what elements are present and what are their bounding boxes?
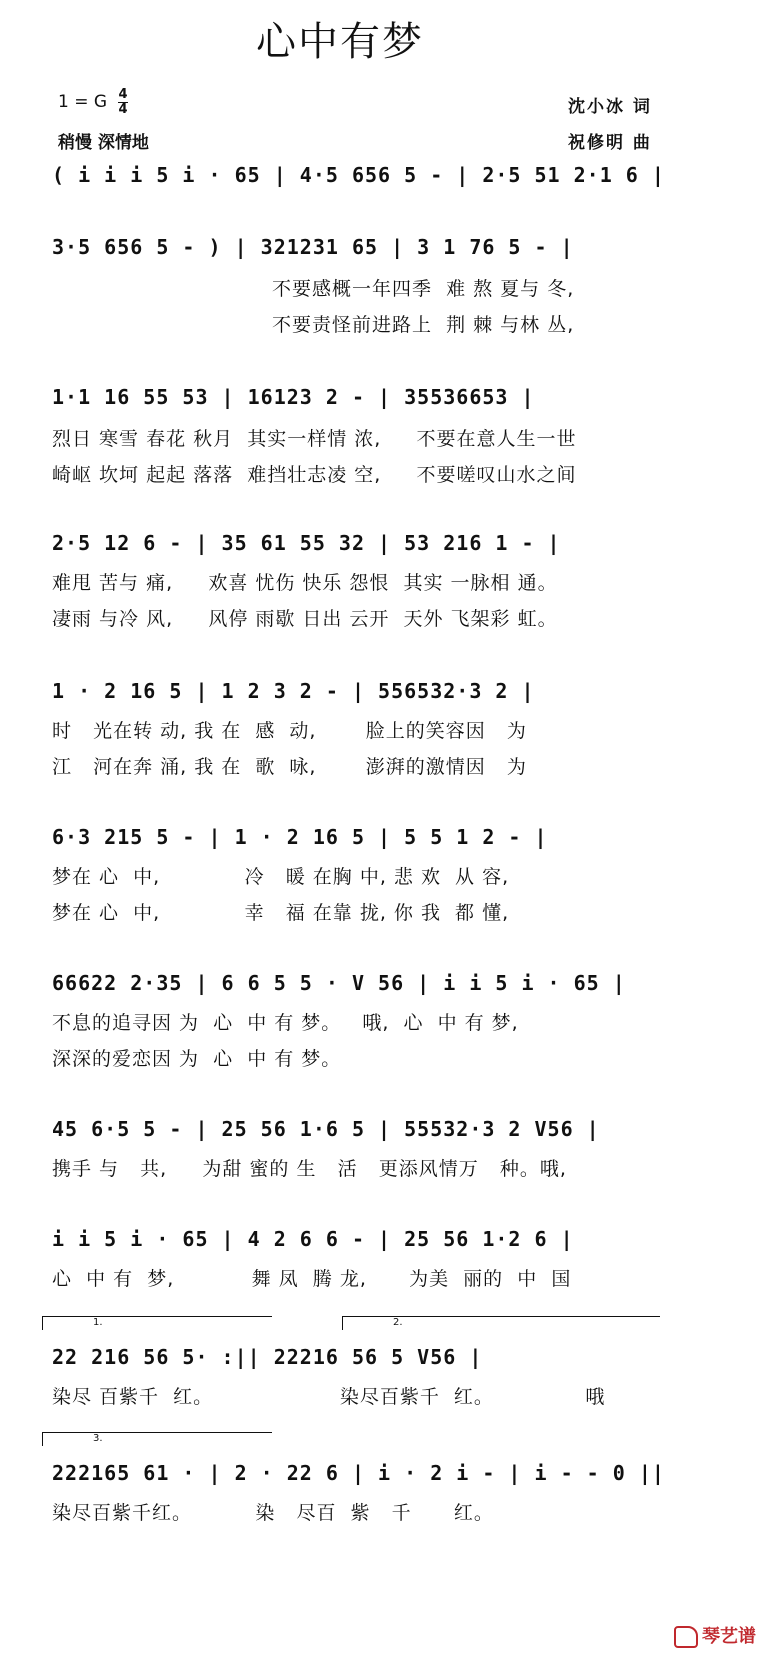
time-signature-top: 4 [118, 87, 128, 102]
notation-line: 6·3 215 5 - | 1 · 2 16 5 | 5 5 1 2 - | [52, 825, 548, 849]
lyricist-credit: 沈小冰 词 [568, 97, 652, 117]
watermark-text: 琴艺谱 [702, 1626, 756, 1647]
volta-bracket-2 [342, 1316, 660, 1330]
notation-line: 66622 2·35 | 6 6 5 5 · V 56 | i i 5 i · 65 | [52, 971, 626, 995]
song-title: 心中有梦 [256, 19, 424, 65]
lyric-verse-2: 凄雨 与冷 风, 风停 雨歇 日出 云开 天外 飞架彩 虹。 [52, 608, 558, 630]
lyric-verse-1: 难甩 苦与 痛, 欢喜 忧伤 快乐 怨恨 其实 一脉相 通。 [52, 572, 558, 594]
tempo-marking: 稍慢 深情地 [58, 133, 149, 153]
volta-label: 3. [93, 1433, 103, 1444]
volta-bracket-3 [42, 1432, 272, 1446]
lyric-verse-2: 深深的爱恋因 为 心 中 有 梦。 [52, 1048, 342, 1070]
volta-label: 2. [393, 1317, 403, 1328]
lyric-verse-1: 染尽 百紫千 红。 染尽百紫千 红。 哦 [52, 1386, 606, 1408]
notation-line: 2·5 12 6 - | 35 61 55 32 | 53 216 1 - | [52, 531, 561, 555]
time-signature-bottom: 4 [118, 102, 128, 117]
lyric-verse-1: 染尽百紫千红。 染 尽百 紫 千 红。 [52, 1502, 494, 1524]
lyric-verse-1: 梦在 心 中, 冷 暖 在胸 中, 悲 欢 从 容, [52, 866, 510, 888]
volta-label: 1. [93, 1317, 103, 1328]
lyric-verse-2: 不要责怪前进路上 荆 棘 与林 丛, [272, 314, 575, 336]
notation-line: i i 5 i · 65 | 4 2 6 6 - | 25 56 1·2 6 | [52, 1227, 574, 1251]
lyric-verse-1: 不息的追寻因 为 心 中 有 梦。 哦, 心 中 有 梦, [52, 1012, 519, 1034]
notation-line: 222165 61 · | 2 · 22 6 | i · 2 i - | i - - 0 || [52, 1461, 665, 1485]
notation-line: 3·5 656 5 - ) | 321231 65 | 3 1 76 5 - | [52, 235, 574, 259]
qinyipu-logo-icon [674, 1626, 698, 1648]
lyric-verse-2: 崎岖 坎坷 起起 落落 难挡壮志凌 空, 不要嗟叹山水之间 [52, 464, 577, 486]
notation-line: ( i i i 5 i · 65 | 4·5 656 5 - | 2·5 51 2·1 6 | [52, 163, 665, 187]
site-watermark [674, 1622, 756, 1648]
notation-line: 22 216 56 5· :|| 22216 56 5 V56 | [52, 1345, 483, 1369]
lyric-verse-1: 心 中 有 梦, 舞 凤 腾 龙, 为美 丽的 中 国 [52, 1268, 572, 1290]
notation-line: 1·1 16 55 53 | 16123 2 - | 35536653 | [52, 385, 535, 409]
notation-line: 45 6·5 5 - | 25 56 1·6 5 | 55532·3 2 V56 | [52, 1117, 600, 1141]
lyric-verse-1: 烈日 寒雪 春花 秋月 其实一样情 浓, 不要在意人生一世 [52, 428, 577, 450]
key-signature: 1 = G [58, 92, 108, 112]
lyric-verse-1: 时 光在转 动, 我 在 感 动, 脸上的笑容因 为 [52, 720, 527, 742]
volta-bracket-1 [42, 1316, 272, 1330]
lyric-verse-1: 不要感概一年四季 难 熬 夏与 冬, [272, 278, 575, 300]
composer-credit: 祝修明 曲 [568, 133, 652, 153]
time-signature [118, 88, 128, 117]
lyric-verse-2: 江 河在奔 涌, 我 在 歌 咏, 澎湃的激情因 为 [52, 756, 527, 778]
lyric-verse-2: 梦在 心 中, 幸 福 在靠 拢, 你 我 都 懂, [52, 902, 510, 924]
lyric-verse-1: 携手 与 共, 为甜 蜜的 生 活 更添风情万 种。哦, [52, 1158, 567, 1180]
notation-line: 1 · 2 16 5 | 1 2 3 2 - | 556532·3 2 | [52, 679, 535, 703]
